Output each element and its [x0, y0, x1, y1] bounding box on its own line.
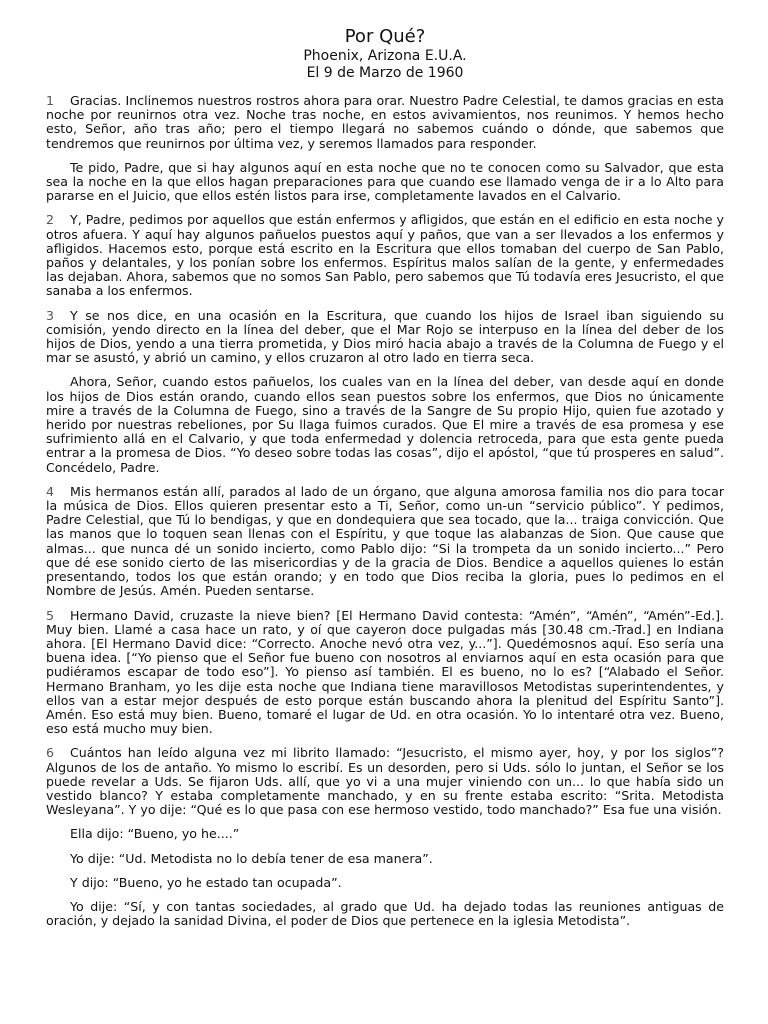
- paragraph-number: 4: [46, 483, 55, 499]
- paragraph-text: Y, Padre, pedimos por aquellos que están enfermos y afligidos, que están en el edificio en esta noche y otros afuera. Y aquí hay algunos pañuelos puestos aquí y paños, que van a ser llevados a los enfermos y afligidos. Hacemos esto, porque está escrito en la Escritura que ellos tomaban del cuerpo de San Pablo, paños y delantales, y los ponían sobre los enfermos. Espíritus malos salían de la gente, y enfermedades las dejaban. Ahora, sabemos que no somos San Pablo, pero sabemos que Tú todavía eres Jesucristo, el que sanaba a los enfermos.: [46, 212, 724, 299]
- paragraph-2: [46, 213, 724, 298]
- sermon-header: [46, 26, 724, 82]
- paragraph-5: [46, 609, 724, 737]
- paragraph-1: [46, 94, 724, 151]
- paragraph-text: Y se nos dice, en una ocasión en la Escritura, que cuando los hijos de Israel iban siguiendo su comisión, yendo directo en la línea del deber, que el Mar Rojo se interpuso en la línea del deber de los hijos de Dios, yendo a una tierra prometida, y Dios miró hacia abajo a través de la Columna de Fuego y el mar se asustó, y abrió un camino, y ellos cruzaron al otro lado en tierra seca.: [46, 307, 724, 366]
- paragraph-text: Gracias. Inclinemos nuestros rostros ahora para orar. Nuestro Padre Celestial, te damos gracias en esta noche por reunirnos otra vez. Noche tras noche, en estos avivamientos, nos reunimos. Y hemos hecho esto, Señor, año tras año; pero el tiempo llegará no sabemos cuándo o dónde, que sabemos que tendremos que reunirnos por última vez, y seremos llamados para responder.: [46, 93, 724, 151]
- paragraph-3: [46, 309, 724, 366]
- paragraph-text: Y dijo: “Bueno, yo he estado tan ocupada”.: [70, 874, 342, 890]
- paragraph-text: Cuántos han leído alguna vez mi librito llamado: “Jesucristo, el mismo ayer, hoy, y por los siglos”? Algunos de los de antaño. Yo mismo lo escribí. Es un desorden, pero si Uds. sólo lo juntan, el Señor se los puede revelar a Uds. Se fijaron Uds. allí, que yo vi a una mujer viniendo con un... lo que había sido un vestido blanco? Y estaba completamente manchado, y en su frente estaba escrito: “Srita. Metodista Wesleyana”. Y yo dije: “Qué es lo que pasa con ese hermoso vestido, todo manchado?” Esa fue una visión.: [46, 745, 724, 818]
- paragraph-number: 3: [46, 307, 55, 323]
- paragraph-text: Ella dijo: “Bueno, yo he....”: [70, 826, 240, 842]
- paragraph-text: Yo dije: “Ud. Metodista no lo debía tener de esa manera”.: [70, 850, 433, 866]
- paragraph-6: [46, 746, 724, 817]
- paragraph-4: [46, 485, 724, 599]
- dialogue-line: [46, 900, 724, 928]
- paragraph-number: 5: [46, 607, 55, 623]
- document-page: [46, 26, 724, 938]
- paragraph-text: Mis hermanos están allí, parados al lado de un órgano, que alguna amorosa familia nos dio para tocar la música de Dios. Ellos quieren presentar esto a Ti, Señor, como un-un “servicio público”. Y pedimos, Padre Celestial, que Tú lo bendigas, y que en dondequiera que sea tocado, que la... traiga convicción. Que las manos que lo toquen sean llenas con el Espíritu, y que toque las alabanzas de Sion. Que cause que almas... que nunca dé un sonido incierto, como Pablo dijo: “Si la trompeta da un sonido incierto...” Pero que dé ese sonido cierto de las misericordias y de la gracia de Dios. Bendice a aquellos quienes lo están presentando, todos los que están orando; y en todo que Dios reciba la gloria, pues lo pedimos en el Nombre de Jesús. Amén. Pueden sentarse.: [46, 483, 724, 599]
- paragraph-text: Ahora, Señor, cuando estos pañuelos, los cuales van en la línea del deber, van desde aquí en donde los hijos de Dios están orando, cuando ellos sean puestos sobre los enfermos, que Dios no únicamente mire a través de la Columna de Fuego, sino a través de la Sangre de Su propio Hijo, quien fue azotado y herido por nuestras rebeliones, por Su llaga fuimos curados. Que El mire a través de esa promesa y ese sufrimiento allá en el Calvario, y que toda enfermedad y dolencia retroceda, para que esta gente pueda entrar a la promesa de Dios. “Yo deseo sobre todas las cosas”, dijo el apóstol, “que tú prosperes en salud”. Concédelo, Padre.: [46, 374, 724, 475]
- paragraph-text: Te pido, Padre, que si hay algunos aquí en esta noche que no te conocen como su Salvador, que esta sea la noche en la que ellos hagan preparaciones para que cuando ese llamado venga de ir a lo Alto para pararse en el Juicio, que ellos estén listos para irse, completamente lavados en el Calvario.: [46, 159, 724, 204]
- sermon-date: El 9 de Marzo de 1960: [306, 65, 464, 81]
- paragraph-text: Hermano David, cruzaste la nieve bien? [El Hermano David contesta: “Amén”, “Amén”, “Amén”-Ed.]. Muy bien. Llamé a casa hace un rato, y oí que cayeron doce pulgadas más [30.48 cm.-Trad.] en Indiana ahora. [El Hermano David dice: “Correcto. Anoche nevó otra vez, y...”]. Quedémosnos aquí. Eso sería una buena idea. [“Yo pienso que el Señor fue bueno con nosotros al enviarnos aquí en esta ocasión para que pudiéramos escapar de todo eso”]. Yo pienso así también. El es bueno, no lo es? [“Alabado el Señor. Hermano Branham, yo les dije esta noche que Indiana tiene maravillosos Metodistas superintendentes, y ellos van a estar mejor después de esto porque están buscando ahora la plenitud del Espíritu Santo”]. Amén. Eso está muy bien. Bueno, tomaré el lugar de Ud. en otra ocasión. Yo lo intentaré otra vez. Bueno, eso está mucho muy bien.: [46, 607, 724, 737]
- paragraph-number: 1: [46, 93, 55, 108]
- paragraph-text: Yo dije: “Sí, y con tantas sociedades, al grado que Ud. ha dejado todas las reuniones antiguas de oración, y dejado la sanidad Divina, el poder de Dios que pertenece en la iglesia Metodista”.: [46, 898, 724, 929]
- paragraph-1-continued: [46, 161, 724, 204]
- paragraph-3-continued: [46, 375, 724, 474]
- paragraph-number: 6: [46, 745, 55, 761]
- dialogue-line: [46, 876, 724, 890]
- sermon-location: Phoenix, Arizona E.U.A.: [303, 48, 467, 64]
- sermon-title: Por Qué?: [344, 26, 426, 47]
- paragraph-number: 2: [46, 212, 55, 228]
- dialogue-line: [46, 827, 724, 841]
- dialogue-line: [46, 852, 724, 866]
